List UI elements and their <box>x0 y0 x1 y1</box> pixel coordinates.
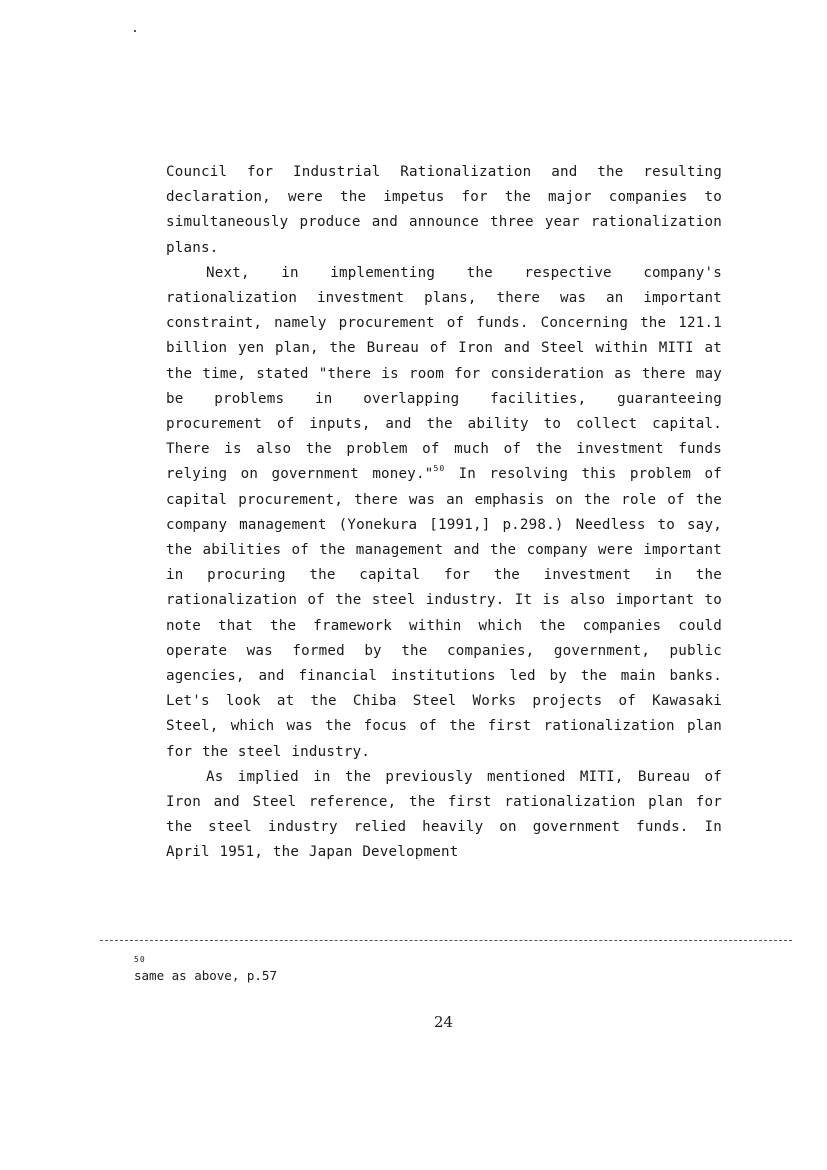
footnote-text: same as above, p.57 <box>134 968 277 983</box>
body-text <box>166 160 722 866</box>
scan-speck <box>134 30 136 32</box>
paragraph-2 <box>166 261 722 765</box>
paragraph-3 <box>166 765 722 866</box>
paragraph-1 <box>166 160 722 261</box>
paragraph-2-text-after: In resolving this problem of capital procurement, there was an emphasis on the role of the company management (Yonekura [1991,] p.298.) Needless to say, the abilities of the management and the company were important in procuring the capital for the investment in the rationalization of the steel industry. It is also important to note that the framework within which the companies could operate was formed by the companies, government, public agencies, and financial institutions led by the main banks. Let's look at the Chiba Steel Works projects of Kawasaki Steel, which was the focus of the first rationalization plan for the steel industry. <box>166 466 722 760</box>
paragraph-2-text-before: Next, in implementing the respective company's rationalization investment plans, there was an important constraint, namely procurement of funds. Concerning the 121.1 billion yen plan, the Bureau of Iron and Steel within MITI at the time, stated "there is room for consideration as there may be problems in overlapping facilities, guaranteeing procurement of inputs, and the ability to collect capital. There is also the problem of much of the investment funds relying on government money." <box>166 264 722 483</box>
footnote-divider <box>100 940 792 941</box>
page-number: 24 <box>433 1013 454 1031</box>
footnote-reference: 50 <box>433 464 446 474</box>
paragraph-3-text: As implied in the previously mentioned MITI, Bureau of Iron and Steel reference, the first rationalization plan for the steel industry relied heavily on government funds. In April 1951, the Japan Development <box>166 768 722 861</box>
footnote-mark: 50 <box>134 955 146 964</box>
paragraph-1-text: Council for Industrial Rationalization and the resulting declaration, were the impetus for the major companies to simultaneously produce and announce three year rationalization plans. <box>166 164 722 256</box>
